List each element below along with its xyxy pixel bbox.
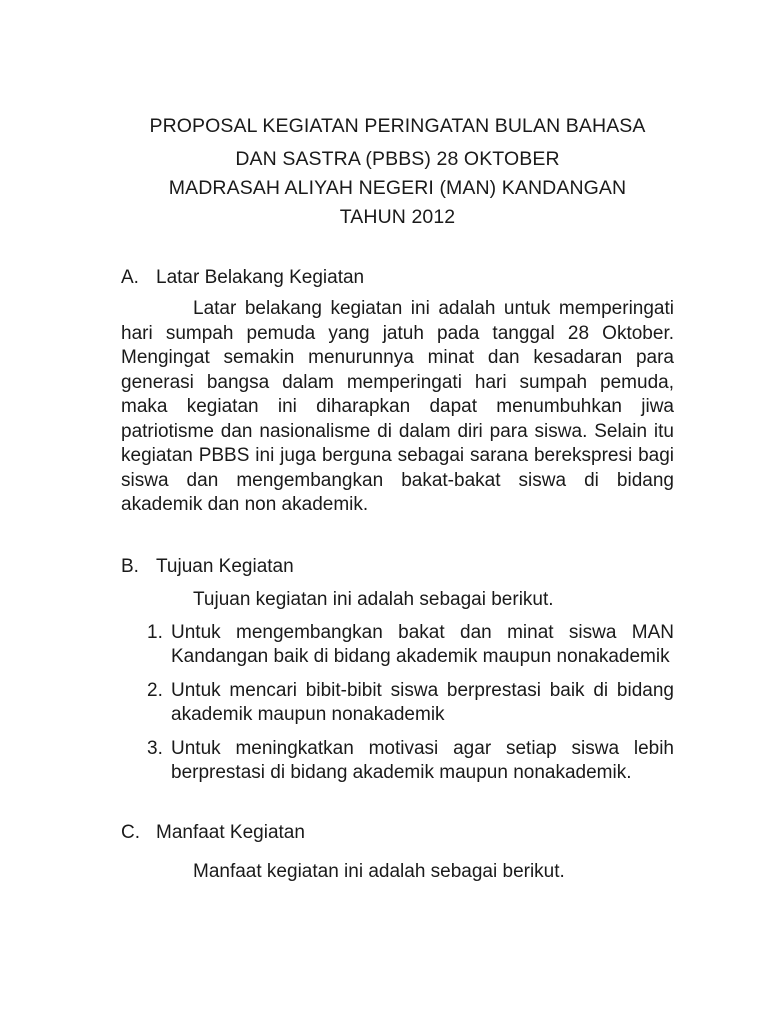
title-line-4: TAHUN 2012: [339, 206, 456, 228]
section-title: Latar Belakang Kegiatan: [156, 267, 365, 288]
section-title: Manfaat Kegiatan: [156, 821, 305, 843]
section-latar-belakang: [121, 265, 674, 518]
section-heading: [121, 554, 674, 579]
objectives-list: [121, 621, 674, 786]
title-line-1: PROPOSAL KEGIATAN PERINGATAN BULAN BAHASA: [149, 115, 646, 137]
section-paragraph: Latar belakang kegiatan ini adalah untuk memperingati hari sumpah pemuda yang jatuh pada tanggal 28 Oktober. Mengingat semakin menurunnya minat dan kesadaran para generasi bangsa dalam memperingati hari sumpah pemuda, maka kegiatan ini diharapkan dapat menumbuhkan jiwa patriotisme dan nasionalisme di dalam diri para siswa. Selain itu kegiatan PBBS ini juga berguna sebagai sarana berekspresi bagi siswa dan mengembangkan bakat-bakat siswa di bidang akademik dan non akademik.: [121, 298, 674, 515]
section-heading: [121, 820, 674, 845]
section-heading: [121, 265, 674, 290]
list-item: [147, 621, 674, 670]
list-item: [147, 737, 674, 786]
section-tujuan: [121, 554, 674, 786]
list-number: 1.: [147, 621, 163, 643]
section-intro: Manfaat kegiatan ini adalah sebagai berikut.: [193, 860, 565, 882]
list-number: 3.: [147, 737, 163, 759]
list-number: 2.: [147, 679, 163, 701]
title-line-3: MADRASAH ALIYAH NEGERI (MAN) KANDANGAN: [168, 177, 627, 199]
list-item: [147, 679, 674, 728]
list-text: Untuk mencari bibit-bibit siswa berprestasi baik di bidang akademik maupun nonakademik: [171, 679, 674, 725]
section-title: Tujuan Kegiatan: [156, 555, 294, 577]
document-title: [121, 112, 674, 232]
list-text: Untuk mengembangkan bakat dan minat siswa MAN Kandangan baik di bidang akademik maupun nonakademik: [171, 621, 674, 667]
section-intro: Tujuan kegiatan ini adalah sebagai berikut.: [193, 588, 554, 610]
section-letter: A.: [121, 267, 139, 288]
section-letter: C.: [121, 821, 140, 843]
title-line-2: DAN SASTRA (PBBS) 28 OKTOBER: [235, 148, 560, 170]
section-manfaat: [121, 820, 674, 884]
section-letter: B.: [121, 555, 139, 577]
list-text: Untuk meningkatkan motivasi agar setiap siswa lebih berprestasi di bidang akademik maupun nonakademik.: [171, 737, 674, 783]
